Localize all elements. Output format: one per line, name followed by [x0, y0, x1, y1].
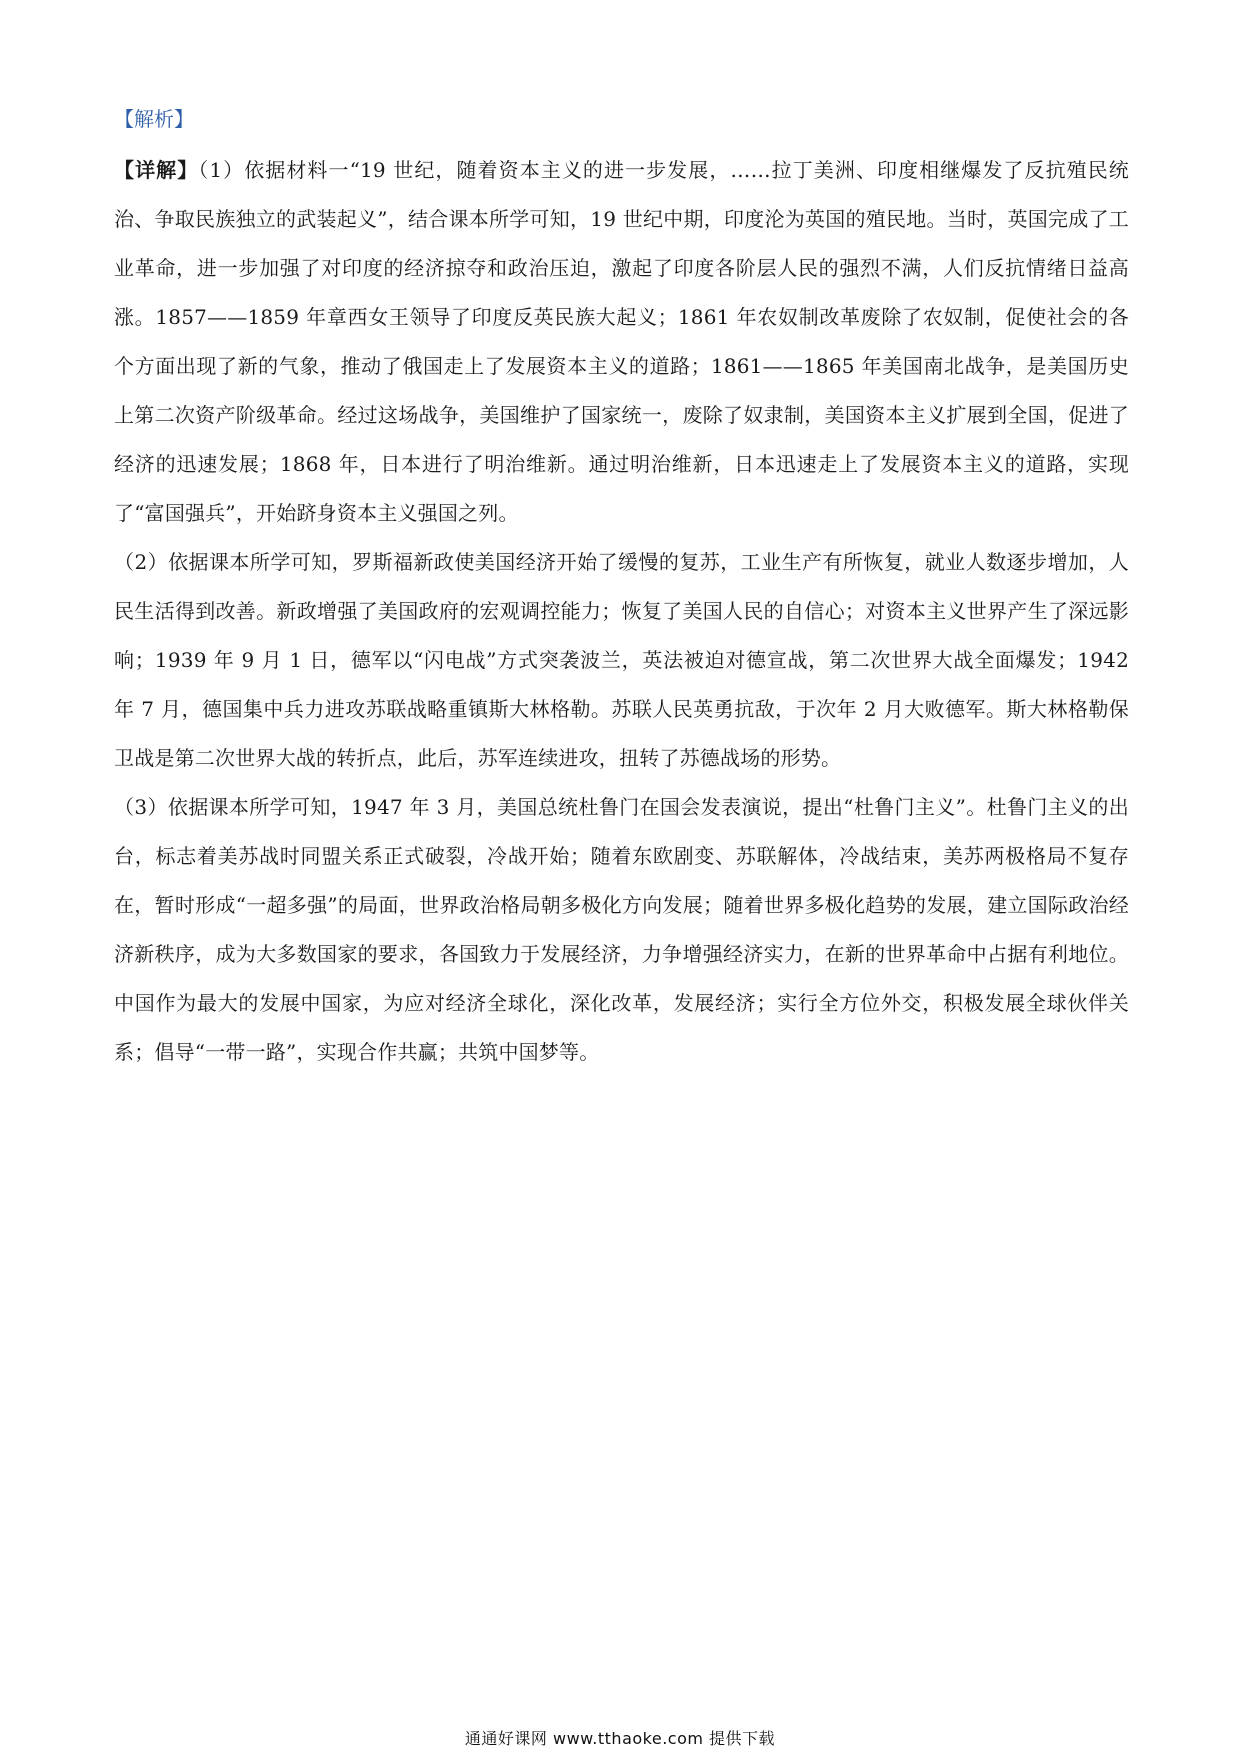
document-body [114, 98, 1129, 1077]
detail-tag: 【详解】 [114, 158, 199, 182]
paragraph-1-text: （1）依据材料一“19 世纪，随着资本主义的进一步发展，……拉丁美洲、印度相继爆发了反抗殖民统治、争取民族独立的武装起义”，结合课本所学可知，19 世纪中期，印度沦为英国的殖民地。当时，英国完成了工业革命，进一步加强了对印度的经济掠夺和政治压迫，激起了印度各阶层人民的强烈不满，人们反抗情绪日益高涨。1857——1859 年章西女王领导了印度反英民族大起义；1861 年农奴制改革废除了农奴制，促使社会的各个方面出现了新的气象，推动了俄国走上了发展资本主义的道路；1861——1865 年美国南北战争，是美国历史上第二次资产阶级革命。经过这场战争，美国维护了国家统一，废除了奴隶制，美国资本主义扩展到全国，促进了经济的迅速发展；1868 年，日本进行了明治维新。通过明治维新，日本迅速走上了发展资本主义的道路，实现了“富国强兵”，开始跻身资本主义强国之列。 [114, 158, 1129, 525]
footer-text: 通通好课网 www.tthaoke.com 提供下载 [464, 1729, 776, 1748]
analysis-heading: 【解析】 [114, 107, 194, 131]
paragraph-3: （3）依据课本所学可知，1947 年 3 月，美国总统杜鲁门在国会发表演说，提出“杜鲁门主义”。杜鲁门主义的出台，标志着美苏战时同盟关系正式破裂，冷战开始；随着东欧剧变、苏联解体，冷战结束，美苏两极格局不复存在，暂时形成“一超多强”的局面，世界政治格局朝多极化方向发展；随着世界多极化趋势的发展，建立国际政治经济新秩序，成为大多数国家的要求，各国致力于发展经济，力争增强经济实力，在新的世界革命中占据有利地位。中国作为最大的发展中国家，为应对经济全球化，深化改革，发展经济；实行全方位外交，积极发展全球伙伴关系；倡导“一带一路”，实现合作共赢；共筑中国梦等。 [114, 795, 1129, 1064]
paragraph-2: （2）依据课本所学可知，罗斯福新政使美国经济开始了缓慢的复苏，工业生产有所恢复，就业人数逐步增加，人民生活得到改善。新政增强了美国政府的宏观调控能力；恢复了美国人民的自信心；对资本主义世界产生了深远影响；1939 年 9 月 1 日，德军以“闪电战”方式突袭波兰，英法被迫对德宣战，第二次世界大战全面爆发；1942 年 7 月，德国集中兵力进攻苏联战略重镇斯大林格勒。苏联人民英勇抗敌，于次年 2 月大败德军。斯大林格勒保卫战是第二次世界大战的转折点，此后，苏军连续进攻，扭转了苏德战场的形势。 [114, 550, 1129, 770]
paragraph-1 [114, 146, 1129, 538]
